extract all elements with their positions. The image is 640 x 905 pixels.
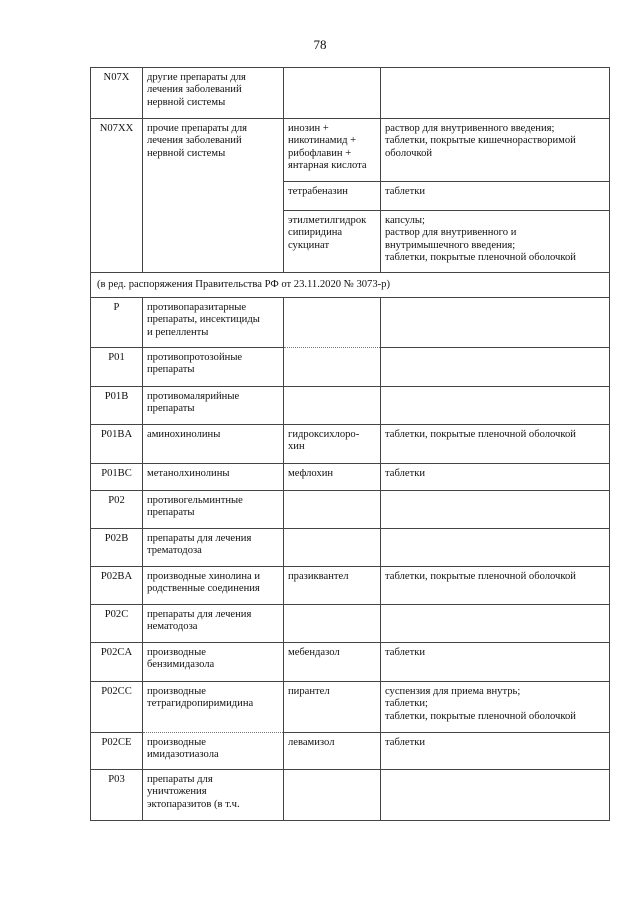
pharmacological-group: производные тетрагидропиримидина	[143, 682, 284, 733]
dosage-form	[381, 491, 610, 529]
table-row	[91, 348, 610, 387]
atc-code: P01	[91, 348, 143, 387]
active-substance	[284, 605, 381, 643]
table-row	[91, 119, 610, 182]
dosage-form: капсулы; раствор для внутривенного и внутримышечного введения; таблетки, покрытые пленочной оболочкой	[381, 211, 610, 273]
atc-code	[91, 182, 143, 211]
pharmacological-group: противопротозойные препараты	[143, 348, 284, 387]
pharmacological-group: противопаразитарные препараты, инсектициды и репелленты	[143, 298, 284, 348]
pharmacological-group: другие препараты для лечения заболеваний нервной системы	[143, 68, 284, 119]
active-substance	[284, 491, 381, 529]
pharmacological-group: производные имидазотиазола	[143, 733, 284, 770]
active-substance: этилметилгидрок сипиридина сукцинат	[284, 211, 381, 273]
table-row	[91, 643, 610, 682]
pharmacological-group: производные хинолина и родственные соединения	[143, 567, 284, 605]
active-substance: мефлохин	[284, 464, 381, 491]
active-substance	[284, 348, 381, 387]
table-row	[91, 682, 610, 733]
atc-code: P02CC	[91, 682, 143, 733]
page-number: 78	[313, 37, 327, 52]
atc-code: N07X	[91, 68, 143, 119]
pharmacological-group: препараты для уничтожения эктопаразитов (в т.ч.	[143, 770, 284, 821]
dosage-form	[381, 387, 610, 425]
pharmacological-group: аминохинолины	[143, 425, 284, 464]
table-row	[91, 68, 610, 119]
pharmacological-group: прочие препараты для лечения заболеваний нервной системы	[143, 119, 284, 182]
atc-code: P02CE	[91, 733, 143, 770]
atc-code: P01BC	[91, 464, 143, 491]
atc-code: P01BA	[91, 425, 143, 464]
table-row	[91, 425, 610, 464]
active-substance	[284, 68, 381, 119]
dosage-form: раствор для внутривенного введения; таблетки, покрытые кишечнорастворимой оболочкой	[381, 119, 610, 182]
table-row	[91, 273, 610, 298]
table-row	[91, 529, 610, 567]
table-row	[91, 605, 610, 643]
pharmacological-group	[143, 211, 284, 273]
atc-code: P02	[91, 491, 143, 529]
active-substance	[284, 298, 381, 348]
pharmacological-group: производные бензимидазола	[143, 643, 284, 682]
atc-code: P02B	[91, 529, 143, 567]
active-substance: мебендазол	[284, 643, 381, 682]
table-row	[91, 770, 610, 821]
atc-code	[91, 211, 143, 273]
dosage-form: таблетки	[381, 643, 610, 682]
dosage-form	[381, 68, 610, 119]
pharmacological-group: препараты для лечения трематодоза	[143, 529, 284, 567]
dosage-form: суспензия для приема внутрь; таблетки; таблетки, покрытые пленочной оболочкой	[381, 682, 610, 733]
active-substance: инозин + никотинамид + рибофлавин + янтарная кислота	[284, 119, 381, 182]
atc-code: P02C	[91, 605, 143, 643]
atc-code: P02BA	[91, 567, 143, 605]
medicines-table	[90, 67, 610, 821]
dosage-form: таблетки	[381, 182, 610, 211]
active-substance: гидроксихлоро- хин	[284, 425, 381, 464]
table-row	[91, 298, 610, 348]
atc-code: P01B	[91, 387, 143, 425]
active-substance: празиквантел	[284, 567, 381, 605]
table-row	[91, 182, 610, 211]
table-row	[91, 387, 610, 425]
active-substance: пирантел	[284, 682, 381, 733]
dosage-form: таблетки	[381, 464, 610, 491]
atc-code: P	[91, 298, 143, 348]
table-row	[91, 211, 610, 273]
atc-code: N07XX	[91, 119, 143, 182]
amendment-note: (в ред. распоряжения Правительства РФ от 23.11.2020 № 3073-р)	[91, 273, 610, 298]
atc-code: P03	[91, 770, 143, 821]
table-row	[91, 464, 610, 491]
pharmacological-group	[143, 182, 284, 211]
active-substance	[284, 529, 381, 567]
table-row	[91, 491, 610, 529]
dosage-form	[381, 605, 610, 643]
active-substance	[284, 387, 381, 425]
active-substance: левамизол	[284, 733, 381, 770]
active-substance: тетрабеназин	[284, 182, 381, 211]
dosage-form	[381, 529, 610, 567]
dosage-form: таблетки, покрытые пленочной оболочкой	[381, 425, 610, 464]
active-substance	[284, 770, 381, 821]
dosage-form: таблетки, покрытые пленочной оболочкой	[381, 567, 610, 605]
pharmacological-group: метанолхинолины	[143, 464, 284, 491]
dosage-form	[381, 348, 610, 387]
dosage-form	[381, 770, 610, 821]
pharmacological-group: препараты для лечения нематодоза	[143, 605, 284, 643]
atc-code: P02CA	[91, 643, 143, 682]
dosage-form	[381, 298, 610, 348]
table-row	[91, 733, 610, 770]
table-row	[91, 567, 610, 605]
pharmacological-group: противомалярийные препараты	[143, 387, 284, 425]
pharmacological-group: противогельминтные препараты	[143, 491, 284, 529]
dosage-form: таблетки	[381, 733, 610, 770]
